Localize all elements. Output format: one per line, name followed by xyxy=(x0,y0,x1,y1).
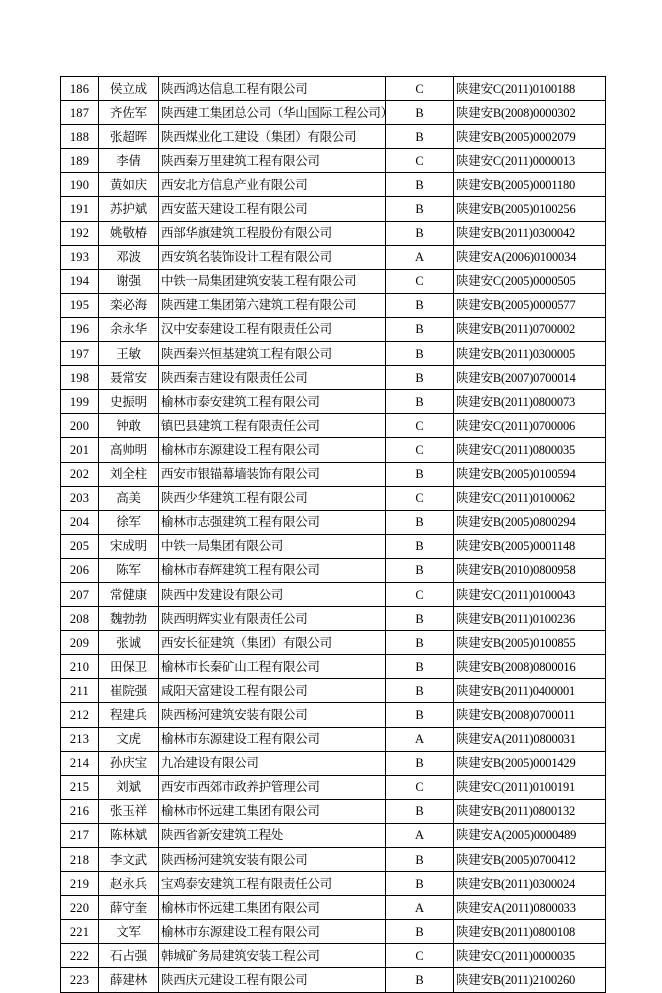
cell-grade: B xyxy=(386,366,454,390)
cell-grade: B xyxy=(386,631,454,655)
cell-company-name: 韩城矿务局建筑安装工程公司 xyxy=(159,944,386,968)
cell-certificate-number: 陕建安C(2011)0000035 xyxy=(454,944,606,968)
cell-sequence-number: 190 xyxy=(61,173,99,197)
table-row xyxy=(61,703,606,727)
cell-certificate-number: 陕建安B(2005)0001180 xyxy=(454,173,606,197)
cell-sequence-number: 188 xyxy=(61,125,99,149)
cell-person-name: 田保卫 xyxy=(99,655,159,679)
cell-sequence-number: 214 xyxy=(61,751,99,775)
table-row xyxy=(61,775,606,799)
cell-grade: B xyxy=(386,342,454,366)
cell-company-name: 陕西建工集团总公司（华山国际工程公司） xyxy=(159,101,386,125)
cell-grade: B xyxy=(386,510,454,534)
cell-grade: B xyxy=(386,534,454,558)
cell-person-name: 孙庆宝 xyxy=(99,751,159,775)
cell-person-name: 李倩 xyxy=(99,149,159,173)
cell-certificate-number: 陕建安C(2011)0800035 xyxy=(454,438,606,462)
cell-person-name: 赵永兵 xyxy=(99,872,159,896)
cell-company-name: 中铁一局集团有限公司 xyxy=(159,534,386,558)
cell-grade: B xyxy=(386,848,454,872)
cell-sequence-number: 220 xyxy=(61,896,99,920)
cell-person-name: 常健康 xyxy=(99,582,159,606)
cell-certificate-number: 陕建安B(2011)0400001 xyxy=(454,679,606,703)
cell-sequence-number: 206 xyxy=(61,558,99,582)
cell-certificate-number: 陕建安B(2005)0001429 xyxy=(454,751,606,775)
table-row xyxy=(61,342,606,366)
table-row xyxy=(61,848,606,872)
cell-grade: A xyxy=(386,727,454,751)
table-row xyxy=(61,245,606,269)
cell-person-name: 薛建林 xyxy=(99,968,159,992)
cell-sequence-number: 207 xyxy=(61,582,99,606)
cell-certificate-number: 陕建安B(2011)0700002 xyxy=(454,317,606,341)
cell-person-name: 宋成明 xyxy=(99,534,159,558)
cell-certificate-number: 陕建安B(2005)0700412 xyxy=(454,848,606,872)
cell-certificate-number: 陕建安B(2005)0001148 xyxy=(454,534,606,558)
table-row xyxy=(61,920,606,944)
cell-company-name: 汉中安泰建设工程有限责任公司 xyxy=(159,317,386,341)
cell-company-name: 西安市银锚幕墙装饰有限公司 xyxy=(159,462,386,486)
cell-person-name: 钟敢 xyxy=(99,414,159,438)
cell-person-name: 刘全柱 xyxy=(99,462,159,486)
cell-person-name: 薛守奎 xyxy=(99,896,159,920)
cell-sequence-number: 189 xyxy=(61,149,99,173)
table-row xyxy=(61,607,606,631)
table-row xyxy=(61,414,606,438)
cell-grade: B xyxy=(386,558,454,582)
cell-grade: B xyxy=(386,872,454,896)
cell-person-name: 侯立成 xyxy=(99,77,159,101)
cell-certificate-number: 陕建安B(2008)0000302 xyxy=(454,101,606,125)
cell-person-name: 余永华 xyxy=(99,317,159,341)
cell-company-name: 陕西秦兴恒基建筑工程有限公司 xyxy=(159,342,386,366)
cell-grade: B xyxy=(386,679,454,703)
cell-sequence-number: 191 xyxy=(61,197,99,221)
table-row xyxy=(61,510,606,534)
cell-certificate-number: 陕建安B(2011)0300042 xyxy=(454,221,606,245)
cell-grade: B xyxy=(386,125,454,149)
cell-sequence-number: 212 xyxy=(61,703,99,727)
cell-sequence-number: 200 xyxy=(61,414,99,438)
cell-company-name: 榆林市志强建筑工程有限公司 xyxy=(159,510,386,534)
cell-grade: B xyxy=(386,173,454,197)
cell-grade: B xyxy=(386,655,454,679)
cell-person-name: 刘斌 xyxy=(99,775,159,799)
cell-company-name: 榆林市怀远建工集团有限公司 xyxy=(159,799,386,823)
cell-person-name: 聂常安 xyxy=(99,366,159,390)
cell-certificate-number: 陕建安B(2010)0800958 xyxy=(454,558,606,582)
table-row xyxy=(61,823,606,847)
cell-person-name: 徐军 xyxy=(99,510,159,534)
cell-sequence-number: 186 xyxy=(61,77,99,101)
cell-company-name: 九冶建设有限公司 xyxy=(159,751,386,775)
cell-certificate-number: 陕建安A(2011)0800033 xyxy=(454,896,606,920)
cell-sequence-number: 195 xyxy=(61,293,99,317)
table-row xyxy=(61,751,606,775)
cell-sequence-number: 217 xyxy=(61,823,99,847)
cell-grade: A xyxy=(386,245,454,269)
cell-certificate-number: 陕建安B(2005)0100855 xyxy=(454,631,606,655)
cell-company-name: 陕西建工集团第六建筑工程有限公司 xyxy=(159,293,386,317)
cell-company-name: 西安长征建筑（集团）有限公司 xyxy=(159,631,386,655)
cell-sequence-number: 194 xyxy=(61,269,99,293)
cell-certificate-number: 陕建安B(2011)0100236 xyxy=(454,607,606,631)
table-row xyxy=(61,968,606,992)
table-row xyxy=(61,655,606,679)
cell-grade: B xyxy=(386,317,454,341)
table-row xyxy=(61,366,606,390)
cell-sequence-number: 216 xyxy=(61,799,99,823)
cell-person-name: 文军 xyxy=(99,920,159,944)
cell-grade: B xyxy=(386,799,454,823)
cell-grade: B xyxy=(386,221,454,245)
cell-sequence-number: 221 xyxy=(61,920,99,944)
table-row xyxy=(61,462,606,486)
cell-certificate-number: 陕建安B(2005)0002079 xyxy=(454,125,606,149)
cell-person-name: 姚敬椿 xyxy=(99,221,159,245)
cell-company-name: 陕西省新安建筑工程处 xyxy=(159,823,386,847)
cell-grade: C xyxy=(386,149,454,173)
cell-certificate-number: 陕建安A(2011)0800031 xyxy=(454,727,606,751)
registry-table-body xyxy=(61,77,606,993)
table-row xyxy=(61,149,606,173)
cell-certificate-number: 陕建安C(2011)0100191 xyxy=(454,775,606,799)
cell-certificate-number: 陕建安B(2008)0700011 xyxy=(454,703,606,727)
cell-grade: B xyxy=(386,293,454,317)
cell-person-name: 陈林斌 xyxy=(99,823,159,847)
cell-person-name: 史振明 xyxy=(99,390,159,414)
cell-certificate-number: 陕建安B(2005)0100594 xyxy=(454,462,606,486)
cell-company-name: 陕西中发建设有限公司 xyxy=(159,582,386,606)
cell-certificate-number: 陕建安B(2011)0800073 xyxy=(454,390,606,414)
cell-company-name: 榆林市东源建设工程有限公司 xyxy=(159,438,386,462)
table-row xyxy=(61,125,606,149)
cell-person-name: 文虎 xyxy=(99,727,159,751)
cell-sequence-number: 202 xyxy=(61,462,99,486)
cell-company-name: 榆林市东源建设工程有限公司 xyxy=(159,727,386,751)
table-row xyxy=(61,631,606,655)
cell-certificate-number: 陕建安B(2005)0100256 xyxy=(454,197,606,221)
cell-company-name: 榆林市东源建设工程有限公司 xyxy=(159,920,386,944)
cell-sequence-number: 201 xyxy=(61,438,99,462)
table-row xyxy=(61,221,606,245)
cell-certificate-number: 陕建安B(2011)0800132 xyxy=(454,799,606,823)
table-row xyxy=(61,727,606,751)
cell-sequence-number: 223 xyxy=(61,968,99,992)
cell-grade: B xyxy=(386,607,454,631)
cell-grade: B xyxy=(386,751,454,775)
table-row xyxy=(61,799,606,823)
cell-certificate-number: 陕建安C(2011)0100062 xyxy=(454,486,606,510)
cell-company-name: 榆林市春辉建筑工程有限公司 xyxy=(159,558,386,582)
cell-person-name: 高帅明 xyxy=(99,438,159,462)
cell-grade: C xyxy=(386,775,454,799)
cell-company-name: 陕西秦万里建筑工程有限公司 xyxy=(159,149,386,173)
cell-grade: B xyxy=(386,703,454,727)
cell-certificate-number: 陕建安C(2011)0000013 xyxy=(454,149,606,173)
cell-company-name: 西安筑名装饰设计工程有限公司 xyxy=(159,245,386,269)
cell-person-name: 陈军 xyxy=(99,558,159,582)
table-row xyxy=(61,197,606,221)
cell-person-name: 苏护斌 xyxy=(99,197,159,221)
table-row xyxy=(61,582,606,606)
cell-person-name: 张玉祥 xyxy=(99,799,159,823)
cell-person-name: 程建兵 xyxy=(99,703,159,727)
cell-company-name: 榆林市长秦矿山工程有限公司 xyxy=(159,655,386,679)
table-row xyxy=(61,390,606,414)
cell-person-name: 李文武 xyxy=(99,848,159,872)
cell-certificate-number: 陕建安C(2005)0000505 xyxy=(454,269,606,293)
cell-company-name: 咸阳天富建设工程有限公司 xyxy=(159,679,386,703)
cell-sequence-number: 215 xyxy=(61,775,99,799)
cell-person-name: 王敏 xyxy=(99,342,159,366)
cell-person-name: 石占强 xyxy=(99,944,159,968)
cell-grade: B xyxy=(386,968,454,992)
table-row xyxy=(61,534,606,558)
cell-certificate-number: 陕建安C(2011)0100188 xyxy=(454,77,606,101)
table-row xyxy=(61,679,606,703)
cell-company-name: 榆林市怀远建工集团有限公司 xyxy=(159,896,386,920)
registry-table-container xyxy=(60,76,605,993)
cell-company-name: 西安蓝天建设工程有限公司 xyxy=(159,197,386,221)
table-row xyxy=(61,896,606,920)
registry-table xyxy=(60,76,606,993)
table-row xyxy=(61,558,606,582)
cell-person-name: 魏勃勃 xyxy=(99,607,159,631)
cell-grade: C xyxy=(386,414,454,438)
cell-person-name: 邓波 xyxy=(99,245,159,269)
cell-company-name: 榆林市泰安建筑工程有限公司 xyxy=(159,390,386,414)
cell-certificate-number: 陕建安B(2007)0700014 xyxy=(454,366,606,390)
cell-sequence-number: 196 xyxy=(61,317,99,341)
cell-person-name: 高美 xyxy=(99,486,159,510)
cell-grade: C xyxy=(386,486,454,510)
cell-company-name: 陕西明辉实业有限责任公司 xyxy=(159,607,386,631)
cell-certificate-number: 陕建安B(2005)0000577 xyxy=(454,293,606,317)
table-row xyxy=(61,101,606,125)
cell-company-name: 西安北方信息产业有限公司 xyxy=(159,173,386,197)
cell-company-name: 中铁一局集团建筑安装工程有限公司 xyxy=(159,269,386,293)
table-row xyxy=(61,77,606,101)
cell-sequence-number: 204 xyxy=(61,510,99,534)
cell-grade: B xyxy=(386,390,454,414)
cell-certificate-number: 陕建安B(2011)0300005 xyxy=(454,342,606,366)
cell-company-name: 陕西杨河建筑安装有限公司 xyxy=(159,848,386,872)
cell-sequence-number: 210 xyxy=(61,655,99,679)
cell-sequence-number: 213 xyxy=(61,727,99,751)
cell-certificate-number: 陕建安B(2005)0800294 xyxy=(454,510,606,534)
cell-company-name: 陕西庆元建设工程有限公司 xyxy=(159,968,386,992)
cell-company-name: 宝鸡泰安建筑工程有限责任公司 xyxy=(159,872,386,896)
table-row xyxy=(61,173,606,197)
cell-sequence-number: 211 xyxy=(61,679,99,703)
cell-grade: B xyxy=(386,101,454,125)
cell-person-name: 谢强 xyxy=(99,269,159,293)
cell-certificate-number: 陕建安C(2011)0700006 xyxy=(454,414,606,438)
cell-grade: A xyxy=(386,896,454,920)
cell-sequence-number: 205 xyxy=(61,534,99,558)
cell-grade: C xyxy=(386,438,454,462)
cell-sequence-number: 219 xyxy=(61,872,99,896)
cell-company-name: 陕西秦吉建设有限责任公司 xyxy=(159,366,386,390)
table-row xyxy=(61,269,606,293)
cell-company-name: 西安市西郊市政养护管理公司 xyxy=(159,775,386,799)
cell-company-name: 陕西鸿达信息工程有限公司 xyxy=(159,77,386,101)
cell-grade: A xyxy=(386,823,454,847)
cell-certificate-number: 陕建安B(2011)2100260 xyxy=(454,968,606,992)
cell-certificate-number: 陕建安B(2011)0800108 xyxy=(454,920,606,944)
cell-company-name: 陕西煤业化工建设（集团）有限公司 xyxy=(159,125,386,149)
table-row xyxy=(61,293,606,317)
cell-company-name: 陕西少华建筑工程有限公司 xyxy=(159,486,386,510)
cell-grade: C xyxy=(386,944,454,968)
table-row xyxy=(61,438,606,462)
cell-certificate-number: 陕建安B(2011)0300024 xyxy=(454,872,606,896)
table-row xyxy=(61,944,606,968)
cell-sequence-number: 193 xyxy=(61,245,99,269)
cell-grade: B xyxy=(386,197,454,221)
cell-person-name: 崔院强 xyxy=(99,679,159,703)
cell-grade: B xyxy=(386,920,454,944)
cell-person-name: 黄如庆 xyxy=(99,173,159,197)
table-row xyxy=(61,872,606,896)
cell-grade: C xyxy=(386,582,454,606)
cell-grade: C xyxy=(386,77,454,101)
cell-certificate-number: 陕建安A(2006)0100034 xyxy=(454,245,606,269)
cell-sequence-number: 208 xyxy=(61,607,99,631)
cell-person-name: 栾必海 xyxy=(99,293,159,317)
cell-sequence-number: 203 xyxy=(61,486,99,510)
cell-grade: B xyxy=(386,462,454,486)
cell-sequence-number: 197 xyxy=(61,342,99,366)
cell-company-name: 镇巴县建筑工程有限责任公司 xyxy=(159,414,386,438)
cell-certificate-number: 陕建安A(2005)0000489 xyxy=(454,823,606,847)
cell-person-name: 张超晖 xyxy=(99,125,159,149)
cell-company-name: 陕西杨河建筑安装有限公司 xyxy=(159,703,386,727)
cell-sequence-number: 222 xyxy=(61,944,99,968)
table-row xyxy=(61,317,606,341)
cell-person-name: 齐佐军 xyxy=(99,101,159,125)
cell-certificate-number: 陕建安B(2008)0800016 xyxy=(454,655,606,679)
cell-certificate-number: 陕建安C(2011)0100043 xyxy=(454,582,606,606)
cell-company-name: 西部华旗建筑工程股份有限公司 xyxy=(159,221,386,245)
table-row xyxy=(61,486,606,510)
cell-sequence-number: 218 xyxy=(61,848,99,872)
cell-person-name: 张诚 xyxy=(99,631,159,655)
cell-grade: C xyxy=(386,269,454,293)
cell-sequence-number: 198 xyxy=(61,366,99,390)
cell-sequence-number: 187 xyxy=(61,101,99,125)
cell-sequence-number: 199 xyxy=(61,390,99,414)
cell-sequence-number: 209 xyxy=(61,631,99,655)
cell-sequence-number: 192 xyxy=(61,221,99,245)
